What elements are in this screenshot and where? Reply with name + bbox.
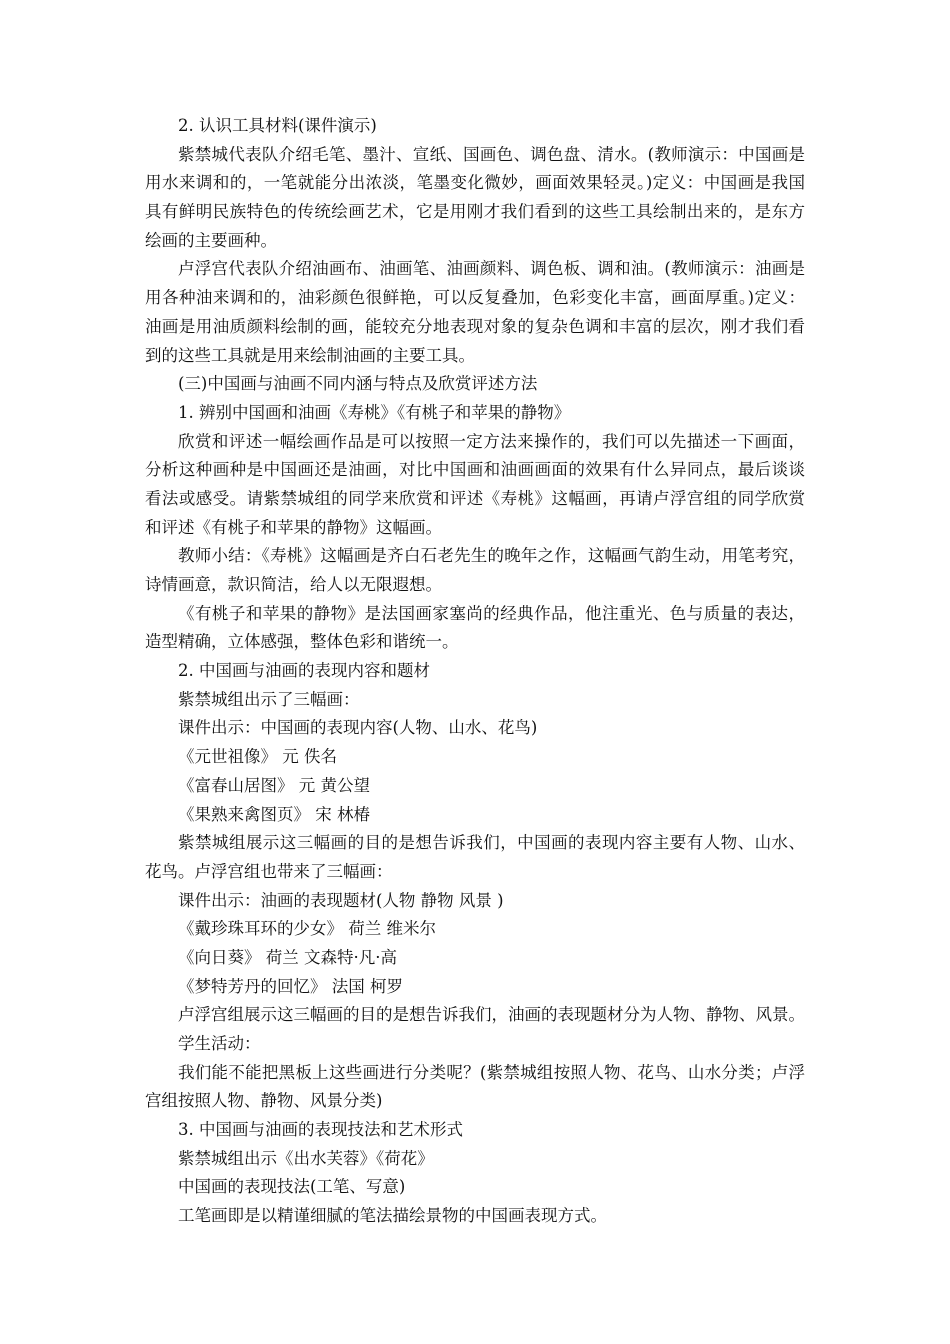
text-line: 课件出示：中国画的表现内容(人物、山水、花鸟): [178, 718, 538, 738]
text-line: 用水来调和的，一笔就能分出浓淡，笔墨变化微妙，画面效果轻灵。)定义：中国画是我国: [145, 173, 805, 193]
text-line: 1. 辨别中国画和油画《寿桃》《有桃子和苹果的静物》: [178, 402, 571, 422]
text-line: 卢浮宫组展示这三幅画的目的是想告诉我们，油画的表现题材分为人物、静物、风景。: [178, 1005, 805, 1025]
text-line: 用各种油来调和的，油彩颜色很鲜艳，可以反复叠加，色彩变化丰富，画面厚重。)定义：: [145, 288, 805, 308]
text-line: 教师小结：《寿桃》这幅画是齐白石老先生的晚年之作，这幅画气韵生动，用笔考究，: [178, 546, 805, 566]
text-line: (三)中国画与油画不同内涵与特点及欣赏评述方法: [178, 374, 538, 394]
text-line: 造型精确，立体感强，整体色彩和谐统一。: [145, 632, 459, 652]
text-line: 工笔画即是以精谨细腻的笔法描绘景物的中国画表现方式。: [178, 1206, 607, 1226]
text-line: 《梦特芳丹的回忆》 法国 柯罗: [178, 976, 403, 996]
text-line: 油画是用油质颜料绘制的画，能较充分地表现对象的复杂色调和丰富的层次，刚才我们看: [145, 316, 805, 336]
text-line: 《富春山居图》 元 黄公望: [178, 775, 370, 795]
text-line: 2. 中国画与油画的表现内容和题材: [178, 661, 430, 681]
text-line: 花鸟。卢浮宫组也带来了三幅画：: [145, 861, 393, 881]
document-page: [145, 112, 805, 1231]
text-line: 紫禁城组出示《出水芙蓉》《荷花》: [178, 1148, 434, 1168]
text-line: 《果熟来禽图页》 宋 林椿: [178, 804, 370, 824]
text-line: 欣赏和评述一幅绘画作品是可以按照一定方法来操作的，我们可以先描述一下画面，: [178, 431, 805, 451]
text-line: 卢浮宫代表队介绍油画布、油画笔、油画颜料、调色板、调和油。(教师演示：油画是: [178, 259, 805, 279]
text-line: 紫禁城组展示这三幅画的目的是想告诉我们，中国画的表现内容主要有人物、山水、: [178, 833, 805, 853]
text-line: 中国画的表现技法(工笔、写意): [178, 1177, 406, 1197]
text-line: 《元世祖像》 元 佚名: [178, 747, 337, 767]
text-line: 2. 认识工具材料(课件演示): [178, 116, 377, 135]
text-line: 我们能不能把黑板上这些画进行分类呢？(紫禁城组按照人物、花鸟、山水分类；卢浮: [178, 1062, 805, 1082]
text-line: 《有桃子和苹果的静物》是法国画家塞尚的经典作品，他注重光、色与质量的表达，: [178, 603, 805, 623]
text-line: 课件出示：油画的表现题材(人物 静物 风景 ): [178, 890, 504, 910]
text-line: 学生活动：: [178, 1034, 261, 1053]
text-line: 和评述《有桃子和苹果的静物》这幅画。: [145, 517, 442, 537]
text-line: 3. 中国画与油画的表现技法和艺术形式: [178, 1120, 463, 1140]
text-line: 具有鲜明民族特色的传统绘画艺术，它是用刚才我们看到的这些工具绘制出来的，是东方: [145, 202, 805, 222]
text-line: 宫组按照人物、静物、风景分类): [145, 1091, 383, 1111]
text-line: 分析这种画种是中国画还是油画，对比中国画和油画画面的效果有什么异同点，最后谈谈: [145, 460, 805, 480]
text-line: 紫禁城代表队介绍毛笔、墨汁、宣纸、国画色、调色盘、清水。(教师演示：中国画是: [178, 144, 805, 164]
text-line: 到的这些工具就是用来绘制油画的主要工具。: [145, 345, 475, 365]
text-line: 《向日葵》 荷兰 文森特·凡·高: [178, 947, 397, 967]
text-line: 诗情画意，款识简洁，给人以无限遐想。: [145, 575, 442, 594]
text-line: 《戴珍珠耳环的少女》 荷兰 维米尔: [178, 919, 436, 939]
text-line: 绘画的主要画种。: [145, 230, 277, 250]
text-line: 紫禁城组出示了三幅画：: [178, 689, 360, 709]
text-line: 看法或感受。请紫禁城组的同学来欣赏和评述《寿桃》这幅画，再请卢浮宫组的同学欣赏: [145, 488, 805, 508]
